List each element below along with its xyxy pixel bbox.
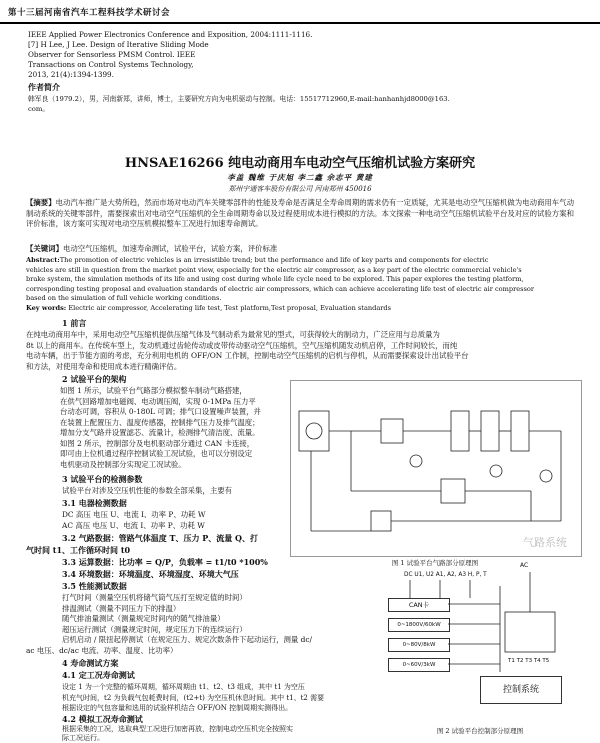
author-bio-text-cont: com。	[28, 105, 50, 113]
section-3-1-dc: DC 高压 电压 U、电流 I、功率 P、功耗 W	[62, 510, 206, 519]
reference-line: 2013, 21(4):1394-1399.	[28, 70, 114, 79]
reference-line: [7] H Lee, J Lee. Design of Iterative Sliding Mode	[28, 40, 209, 49]
keywords-cn	[26, 244, 574, 255]
section-4-1-line: 设定 1 为一个完整的循环周期，循环周期由 t1、t2、t3 组成，其中 t1 为空压	[62, 683, 305, 691]
power-supply-box-1: 0~1800V/60kW	[388, 618, 450, 632]
can-card-box: CAN卡	[388, 598, 450, 612]
section-2-line: 如图 1 所示，试验平台气路部分模拟整车制动气路搭建，	[60, 386, 247, 395]
section-3-5-item: 排温测试（测量不同压力下的排温）	[62, 603, 181, 613]
author-bio-text: 韩军良（1979.2），男，河南新郑，讲师，博士，主要研究方向为电机驱动与控制。电话：15517712960,E-mail:hanhanhjd8000@163.	[28, 95, 450, 103]
abstract-cn-label: 【摘要】	[26, 198, 56, 207]
abstract-en-line: based on the simulation of full vehicle working conditions.	[26, 294, 222, 303]
paper-title: HNSAE16266 纯电动商用车电动空气压缩机试验方案研究	[124, 156, 476, 171]
section-4-1-line: 机充气时间，t2 为负载气包耗费时间，(t2+t) 为空压机休息时间。其中 t1、t2 需要	[62, 693, 325, 702]
section-3-4-title: 3.4 环境数据：环境温度、环境湿度、环境大气压	[62, 569, 239, 579]
keywords-cn-label: 【关键词】	[26, 244, 63, 253]
compressor-box	[505, 612, 555, 652]
section-4-2-body	[62, 725, 362, 743]
section-2-body	[60, 386, 280, 470]
header-rule	[0, 22, 600, 24]
section-2-line: 台动态可调，容积从 0-180L 可调；排气口设置噪声装置，并	[60, 407, 261, 416]
figure-1-watermark: 气路系统	[523, 536, 567, 549]
section-2-title: 2 试验平台的架构	[62, 374, 127, 384]
section-3-5-item: 超压运行测试（测量规定时间，规定压力下的连续运行）	[62, 624, 247, 634]
figure-1-caption: 图 1 试验平台气路部分原理图	[391, 559, 479, 567]
section-2-line: 如图 2 所示，控制部分及电机驱动部分通过 CAN 卡连接，	[60, 438, 255, 448]
compressor-symbol	[299, 411, 329, 451]
section-1-line: 和方法，对使用寿命和使用成本进行精确评估。	[26, 361, 182, 371]
paper-affiliation: 郑州宇通客车股份有限公司 河南郑州 450016	[228, 185, 372, 193]
section-4-2-line: 际工况运行。	[62, 734, 104, 742]
running-header: 第十三届河南省汽车工程科技学术研讨会	[8, 8, 171, 18]
abstract-cn	[26, 198, 574, 230]
section-4-2-line: 根据采集的工况，选取典型工况进行加密再放，控制电动空压机完全按照实	[62, 725, 293, 733]
reference-line: Transactions on Control Systems Technology,	[28, 60, 194, 69]
tank-symbol	[451, 411, 469, 451]
power-supply-box-2: 0~80V/8kW	[388, 638, 450, 652]
power-supply-box-3: 0~60V/3kW	[388, 658, 450, 672]
gauge-symbol	[490, 465, 502, 477]
figure-2-t-labels: T1 T2 T3 T4 T5	[508, 658, 550, 664]
motor-symbol	[306, 423, 322, 439]
figure-2-ac-label: AC	[520, 562, 529, 569]
section-2-line: 增加分支气路并设置滤芯、流量计，检测排气清洁度、流量。	[60, 428, 260, 437]
section-3-5-item: 打气时间（测量空压机将储气筒气压打至规定值的时间）	[62, 593, 247, 602]
abstract-en-line: The promotion of electric vehicles is an irresistible trend; but the performance and life of key parts and components for electric	[59, 256, 489, 264]
abstract-en	[26, 256, 574, 314]
sensor-symbol	[371, 511, 391, 531]
gauge-symbol	[540, 470, 552, 482]
figure-2-caption: 图 2 试验平台控制部分原理图	[436, 727, 524, 735]
abstract-en-line: corresponding testing proposal and evaluation standards of electric air compressors, which can achieve accelerating life test of electric air compressor	[26, 284, 535, 293]
section-4-2-title: 4.2 模拟工况寿命测试	[62, 714, 143, 724]
section-4-title: 4 寿命测试方案	[62, 658, 119, 668]
section-4-1-body	[62, 682, 362, 714]
section-3-3-title: 3.3 运算数据：比功率 = Q/P，负载率 = t1/t0 *100%	[62, 557, 268, 567]
reference-line: IEEE Applied Power Electronics Conference and Exposition, 2004:1111-1116.	[28, 30, 313, 39]
section-2-line: 在供气回路增加电磁阀、电动调压阀，实现 0-1MPa 压力平	[60, 396, 256, 406]
section-4-1-line: 根据设定的气包容量和选用的试验样机结合 OFF/ON 控制周期实测得出。	[62, 704, 293, 712]
section-1-line: 电动车辆，出于节能方面的考虑，充分利用电机的 OFF/ON 工作制，控制电动空气压缩机的启机与停机，从而需要探索设计出试验平台	[26, 351, 469, 360]
figure-1-pneumatic-diagram	[290, 380, 582, 557]
section-1-line: 8t 以上的商用车。在传统车型上，发动机通过齿轮传动或皮带传动驱动空气压缩机，空气压缩机随发动机启停，工作时间较长，而纯	[26, 340, 458, 350]
section-1-body	[26, 330, 574, 372]
section-3-1-ac: AC 高压 电压 U、电流 I、功率 P、功耗 W	[62, 521, 205, 530]
figure-1-drawing	[291, 381, 581, 556]
tank-symbol	[481, 411, 499, 451]
section-3-5-list	[62, 593, 362, 646]
section-3-2-title-cont: 气时间 t1、工作循环时间 t0	[26, 545, 131, 555]
abstract-cn-text: 电动汽车推广是大势所趋，然而市场对电动汽车关键零部件的性能及寿命是否满足全寿命周期的需求仍有一定质疑，尤其是电动空气压缩机做为电动商用车气动制动系统的关键零部件，需要探索出对电动空气压缩机的全生命周期寿命以及过程使用成本进行模拟的方法。本文探索一种电动空气压缩机试验平台及对应的试验方案和评价标准，该方案可实现对电动空压机模拟整车工况进行加速寿命测试。	[26, 198, 574, 228]
gauge-symbol	[410, 455, 422, 467]
abstract-en-label: Abstract:	[26, 256, 60, 264]
section-3-5-item: 随气排油量测试（测量规定时间内的随气排油量）	[62, 614, 225, 623]
section-2-line: 电机驱动及控制部分实现定工况试验。	[60, 459, 186, 469]
paper-authors: 李盖 魏维 于庆旭 李二鑫 余志平 黄建	[227, 173, 373, 182]
control-system-box: 控制系统	[480, 676, 562, 704]
keywords-en-label: Key words:	[26, 303, 67, 312]
valve-symbol	[381, 419, 403, 443]
keywords-cn-text: 电动空气压缩机，加速寿命测试，试验平台，试验方案，评价标准	[62, 244, 278, 253]
section-3-1-title: 3.1 电器检测数据	[62, 498, 127, 508]
section-3-5-title: 3.5 性能测试数据	[62, 581, 127, 591]
author-bio-heading: 作者简介	[28, 82, 60, 92]
abstract-en-line: vehicles are still in question from the market point view, especially for the electric air compressor, as a key part of the electric commercial vehicle's	[26, 265, 522, 274]
tank-symbol	[511, 411, 529, 451]
keywords-en-text: Electric air compressor, Accelerating life test, Test platform,Test proposal, Evaluation standards	[68, 303, 392, 312]
figure-2-top-labels: DC U1, U2 A1, A2, A3 H, P, T	[404, 572, 487, 578]
section-3-title: 3 试验平台的检测参数	[62, 474, 143, 484]
section-1-line: 在纯电动商用车中，采用电动空气压缩机提供压缩气体及气制动系为最常见的型式，可获得较大的制动力，广泛应用与总质量为	[26, 330, 440, 339]
section-1-title: 1 前言	[62, 318, 87, 328]
section-2-line: 即可由上位机通过程序控制试验工况试验，也可以分别设定	[60, 449, 253, 458]
section-4-1-title: 4.1 定工况寿命测试	[62, 670, 135, 680]
section-3-intro: 试验平台对涉及空压机性能的参数全部采集，主要有	[62, 486, 232, 495]
section-3-5-tail: ac 电压、dc/ac 电流、功率、温度、比功率）	[26, 646, 178, 655]
abstract-en-line: brake system, the simulation methods of its life and using cost during whole life cycle need to be explored. This paper explores the testing platform,	[26, 275, 524, 284]
section-3-2-title: 3.2 气路数据：管路气体温度 T、压力 P、流量 Q、打	[62, 533, 258, 543]
reference-line: Observer for Sensorless PMSM Control. IEEE	[28, 50, 196, 59]
filter-symbol	[441, 479, 465, 503]
section-3-5-item: 启机启动 / 限扭起停测试（在规定压力、规定次数条件下起动运行，测量 dc/	[62, 635, 313, 644]
section-2-line: 在装置上配置压力、温度传感器，控制排气压力及排气温度；	[60, 417, 260, 427]
